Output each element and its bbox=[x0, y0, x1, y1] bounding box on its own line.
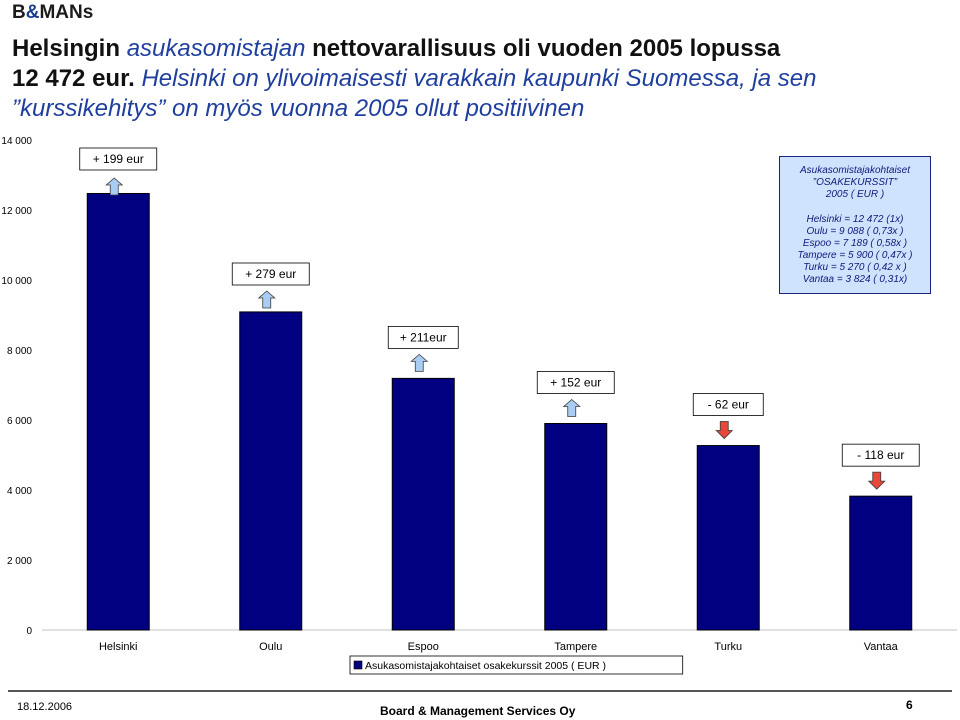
arrow-down-icon bbox=[869, 472, 885, 489]
title-line-3: ”kurssikehitys” on myös vuonna 2005 ollut positiivinen bbox=[12, 95, 585, 122]
x-tick-label: Turku bbox=[714, 641, 743, 653]
y-tick-label: 8 000 bbox=[6, 346, 32, 357]
y-tick-label: 14 000 bbox=[1, 136, 32, 147]
footer-date: 18.12.2006 bbox=[17, 701, 73, 713]
bar bbox=[697, 446, 759, 630]
summary-item: Oulu = 9 088 ( 0,73x ) bbox=[806, 226, 904, 237]
bar bbox=[392, 378, 454, 630]
summary-title-1: Asukasomistajakohtaiset bbox=[799, 165, 911, 176]
y-tick-label: 6 000 bbox=[6, 416, 32, 427]
y-tick-label: 10 000 bbox=[1, 276, 32, 287]
bar bbox=[850, 496, 912, 630]
change-label: - 118 eur bbox=[857, 448, 905, 463]
footer-company: Board & Management Services Oy bbox=[380, 704, 576, 718]
x-tick-label: Espoo bbox=[407, 641, 439, 653]
y-tick-label: 2 000 bbox=[6, 556, 32, 567]
title-line-2: 12 472 eur. Helsinki on ylivoimaisesti varakkain kaupunki Suomessa, ja sen bbox=[12, 65, 817, 92]
y-tick-label: 0 bbox=[26, 626, 32, 637]
x-tick-label: Tampere bbox=[554, 641, 598, 653]
x-tick-label: Helsinki bbox=[98, 641, 138, 653]
summary-item: Espoo = 7 189 ( 0,58x ) bbox=[802, 238, 908, 249]
summary-title-3: 2005 ( EUR ) bbox=[825, 189, 885, 200]
change-label: + 211eur bbox=[399, 330, 447, 345]
y-tick-label: 4 000 bbox=[6, 486, 32, 497]
x-tick-label: Oulu bbox=[259, 641, 283, 653]
arrow-up-icon bbox=[106, 178, 122, 195]
bar bbox=[87, 193, 149, 630]
brand-logo: B&MANs bbox=[12, 2, 94, 23]
title-line-1: Helsingin asukasomistajan nettovarallisuus oli vuoden 2005 lopussa bbox=[12, 35, 781, 62]
arrow-down-icon bbox=[716, 422, 732, 439]
summary-box bbox=[779, 156, 931, 294]
summary-item: Helsinki = 12 472 (1x) bbox=[806, 214, 904, 225]
legend-swatch bbox=[354, 661, 362, 669]
arrow-up-icon bbox=[411, 354, 427, 371]
summary-title-2: ”OSAKEKURSSIT” bbox=[812, 177, 898, 188]
bar bbox=[545, 424, 607, 631]
change-label: + 199 eur bbox=[92, 152, 144, 166]
summary-item: Vantaa = 3 824 ( 0,31x) bbox=[802, 274, 908, 285]
arrow-up-icon bbox=[259, 291, 275, 308]
change-label: + 279 eur bbox=[245, 267, 297, 281]
summary-item: Tampere = 5 900 ( 0,47x ) bbox=[797, 250, 913, 261]
summary-item: Turku = 5 270 ( 0,42 x ) bbox=[803, 262, 907, 273]
footer-divider bbox=[8, 690, 952, 692]
page-number: 6 bbox=[906, 698, 913, 712]
arrow-up-icon bbox=[564, 400, 580, 417]
legend-label: Asukasomistajakohtaiset osakekurssit 2005 ( EUR ) bbox=[365, 660, 607, 672]
y-tick-label: 12 000 bbox=[1, 206, 32, 217]
change-label: - 62 eur bbox=[707, 397, 749, 412]
change-label: + 152 eur bbox=[550, 375, 602, 390]
x-tick-label: Vantaa bbox=[863, 641, 898, 653]
bar bbox=[240, 312, 302, 630]
